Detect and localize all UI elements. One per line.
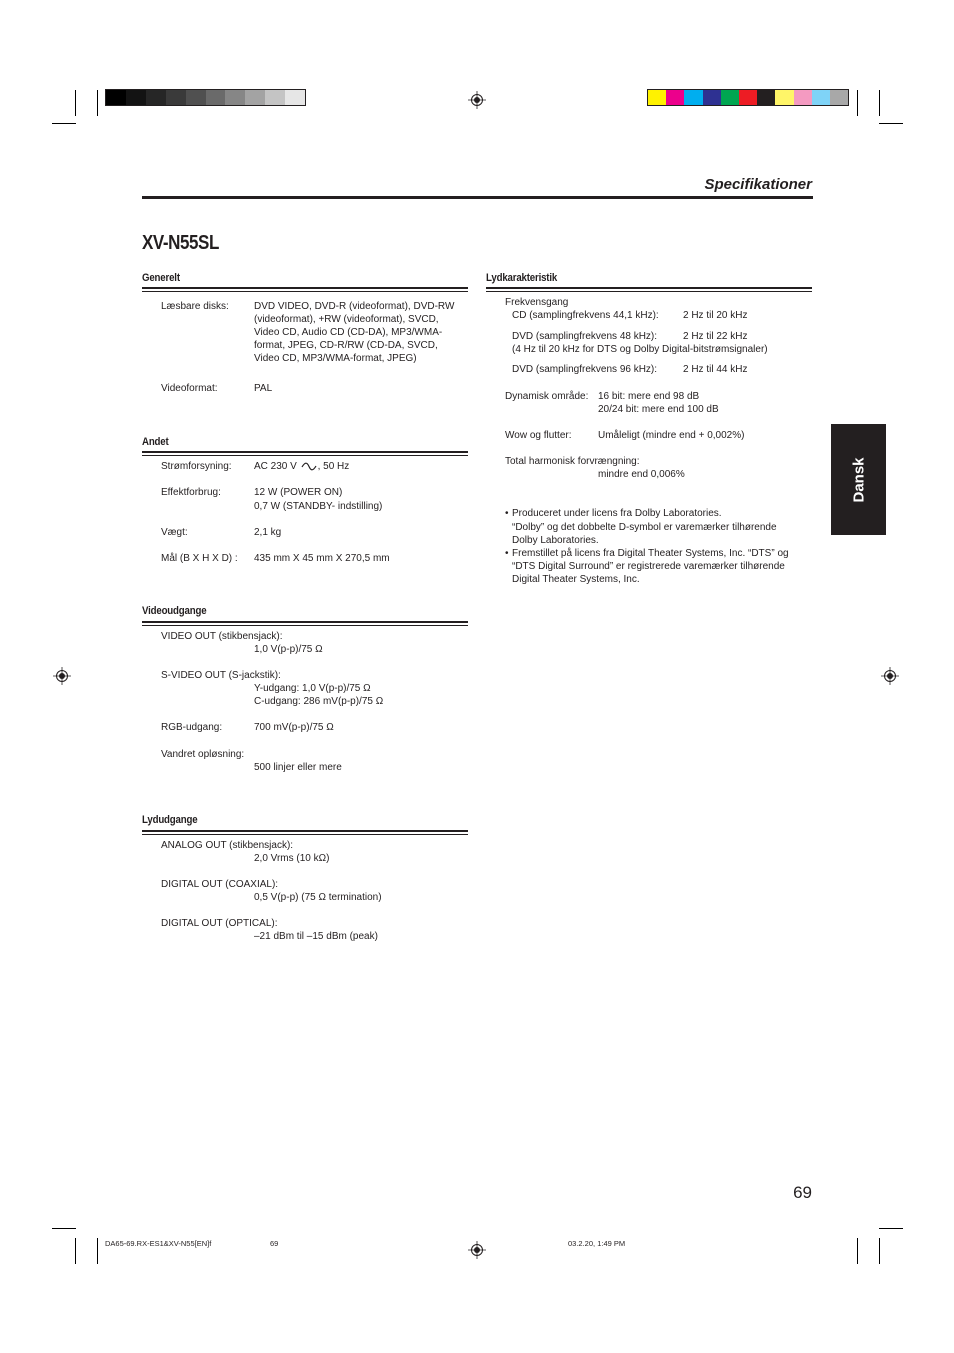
dvd96-frequency-label: DVD (samplingfrekvens 96 kHz): bbox=[512, 364, 658, 375]
consumption-label: Effektforbrug: bbox=[161, 487, 221, 498]
note-line: “DTS Digital Surround” er registrerede varemærker tilhørende bbox=[512, 561, 785, 572]
power-label: Strømforsyning: bbox=[161, 461, 232, 472]
gray-swatch bbox=[245, 90, 265, 105]
video-out-value: 1,0 V(p-p)/75 Ω bbox=[254, 644, 323, 655]
gray-swatch bbox=[126, 90, 146, 105]
dvd96-frequency-value: 2 Hz til 44 kHz bbox=[683, 364, 748, 375]
video-out-label: VIDEO OUT (stikbensjack): bbox=[161, 631, 283, 642]
note-line: Produceret under licens fra Dolby Laboratories. bbox=[512, 508, 722, 519]
heading-rule bbox=[142, 830, 468, 835]
ac-wave-icon bbox=[301, 462, 317, 471]
page-number: 69 bbox=[793, 1183, 812, 1202]
color-swatch bbox=[794, 90, 812, 105]
heading-generelt: Generelt bbox=[142, 272, 180, 284]
dynamic-range-value: 16 bit: mere end 98 dB bbox=[598, 391, 700, 402]
consumption-value: 12 W (POWER ON) bbox=[254, 487, 343, 498]
registration-mark-bottom bbox=[468, 1241, 486, 1259]
section-title-rule bbox=[142, 196, 813, 199]
disc-line: Video CD, Audio CD (CD-DA), MP3/WMA- bbox=[254, 327, 443, 338]
heading-rule bbox=[142, 287, 468, 292]
horizontal-resolution-value: 500 linjer eller mere bbox=[254, 762, 342, 773]
registration-mark-left bbox=[53, 667, 71, 685]
gray-swatch bbox=[146, 90, 166, 105]
dvd48-frequency-label: DVD (samplingfrekvens 48 kHz): bbox=[512, 331, 658, 342]
analog-out-label: ANALOG OUT (stikbensjack): bbox=[161, 840, 294, 851]
note-line: Dolby Laboratories. bbox=[512, 535, 599, 546]
heading-videoudgange: Videoudgange bbox=[142, 605, 207, 617]
optical-label: DIGITAL OUT (OPTICAL): bbox=[161, 918, 278, 929]
disc-label: Læsbare disks: bbox=[161, 301, 229, 312]
analog-out-value: 2,0 Vrms (10 kΩ) bbox=[254, 853, 330, 864]
gray-swatch bbox=[206, 90, 226, 105]
video-format-value: PAL bbox=[254, 383, 273, 394]
cd-frequency-label: CD (samplingfrekvens 44,1 kHz): bbox=[512, 310, 659, 321]
dimensions-label: Mål (B X H X D) : bbox=[161, 553, 238, 564]
gray-swatch bbox=[265, 90, 285, 105]
color-swatch bbox=[666, 90, 684, 105]
heading-andet: Andet bbox=[142, 436, 169, 448]
dynamic-range-value: 20/24 bit: mere end 100 dB bbox=[598, 404, 719, 415]
gray-swatch bbox=[166, 90, 186, 105]
heading-rule bbox=[486, 287, 812, 292]
svideo-c-value: C-udgang: 286 mV(p-p)/75 Ω bbox=[254, 696, 384, 707]
gray-swatch bbox=[106, 90, 126, 105]
note-line: Fremstillet på licens fra Digital Theater Systems, Inc. “DTS” og bbox=[512, 548, 789, 559]
wow-flutter-label: Wow og flutter: bbox=[505, 430, 572, 441]
language-tab-label: Dansk bbox=[850, 456, 867, 503]
cd-frequency-value: 2 Hz til 20 kHz bbox=[683, 310, 748, 321]
registration-mark-top bbox=[468, 91, 486, 109]
color-swatch bbox=[812, 90, 830, 105]
note-line: Digital Theater Systems, Inc. bbox=[512, 574, 640, 585]
grayscale-calibration-bar bbox=[105, 89, 306, 106]
color-swatch bbox=[703, 90, 721, 105]
color-swatch bbox=[648, 90, 666, 105]
power-frequency: , 50 Hz bbox=[317, 461, 350, 472]
weight-value: 2,1 kg bbox=[254, 527, 282, 538]
coaxial-label: DIGITAL OUT (COAXIAL): bbox=[161, 879, 279, 890]
heading-rule bbox=[142, 451, 468, 456]
language-tab bbox=[831, 424, 886, 535]
rgb-label: RGB-udgang: bbox=[161, 722, 223, 733]
gray-swatch bbox=[186, 90, 206, 105]
svideo-label: S-VIDEO OUT (S-jackstik): bbox=[161, 670, 281, 681]
thd-value: mindre end 0,006% bbox=[598, 469, 685, 480]
gray-swatch bbox=[225, 90, 245, 105]
horizontal-resolution-label: Vandret opløsning: bbox=[161, 749, 245, 760]
disc-line: (videoformat), +RW (videoformat), SVCD, bbox=[254, 314, 439, 325]
dvd48-frequency-value: 2 Hz til 22 kHz bbox=[683, 331, 748, 342]
dvd48-frequency-note: (4 Hz til 20 kHz for DTS og Dolby Digital-bitstrømsignaler) bbox=[512, 344, 768, 355]
color-calibration-bar bbox=[647, 89, 849, 106]
dimensions-value: 435 mm X 45 mm X 270,5 mm bbox=[254, 553, 390, 564]
section-title: Specifikationer bbox=[704, 176, 812, 193]
power-voltage: AC 230 V bbox=[254, 461, 297, 472]
footer-file: DA65-69.RX-ES1&XV-N55[EN]f bbox=[105, 1239, 212, 1248]
color-swatch bbox=[721, 90, 739, 105]
heading-lydudgange: Lydudgange bbox=[142, 814, 198, 826]
disc-line: format, JPEG, CD-R/RW (CD-DA, SVCD, bbox=[254, 340, 438, 351]
note-bullet: • bbox=[505, 548, 509, 559]
note-bullet: • bbox=[505, 508, 509, 519]
heading-lydkarakteristik: Lydkarakteristik bbox=[486, 272, 558, 284]
coaxial-value: 0,5 V(p-p) (75 Ω termination) bbox=[254, 892, 382, 903]
footer-page: 69 bbox=[270, 1239, 279, 1248]
consumption-standby: 0,7 W (STANDBY- indstilling) bbox=[254, 501, 383, 512]
color-swatch bbox=[830, 90, 848, 105]
color-swatch bbox=[739, 90, 757, 105]
frequency-label: Frekvensgang bbox=[505, 297, 569, 308]
note-line: “Dolby” og det dobbelte D-symbol er varemærker tilhørende bbox=[512, 522, 777, 533]
optical-value: –21 dBm til –15 dBm (peak) bbox=[254, 931, 378, 942]
model-title: XV-N55SL bbox=[142, 232, 219, 254]
gray-swatch bbox=[285, 90, 305, 105]
video-format-label: Videoformat: bbox=[161, 383, 218, 394]
color-swatch bbox=[775, 90, 793, 105]
power-value bbox=[254, 460, 349, 473]
registration-mark-right bbox=[881, 667, 899, 685]
color-swatch bbox=[684, 90, 702, 105]
disc-line: DVD VIDEO, DVD-R (videoformat), DVD-RW bbox=[254, 301, 455, 312]
rgb-value: 700 mV(p-p)/75 Ω bbox=[254, 722, 334, 733]
weight-label: Vægt: bbox=[161, 527, 188, 538]
dynamic-range-label: Dynamisk område: bbox=[505, 391, 589, 402]
footer-datetime: 03.2.20, 1:49 PM bbox=[568, 1239, 626, 1248]
disc-line: Video CD, MP3/WMA-format, JPEG) bbox=[254, 353, 417, 364]
thd-label: Total harmonisk forvrængning: bbox=[505, 456, 640, 467]
svideo-y-value: Y-udgang: 1,0 V(p-p)/75 Ω bbox=[254, 683, 371, 694]
color-swatch bbox=[757, 90, 775, 105]
heading-rule bbox=[142, 621, 468, 626]
wow-flutter-value: Umåleligt (mindre end + 0,002%) bbox=[598, 430, 745, 441]
